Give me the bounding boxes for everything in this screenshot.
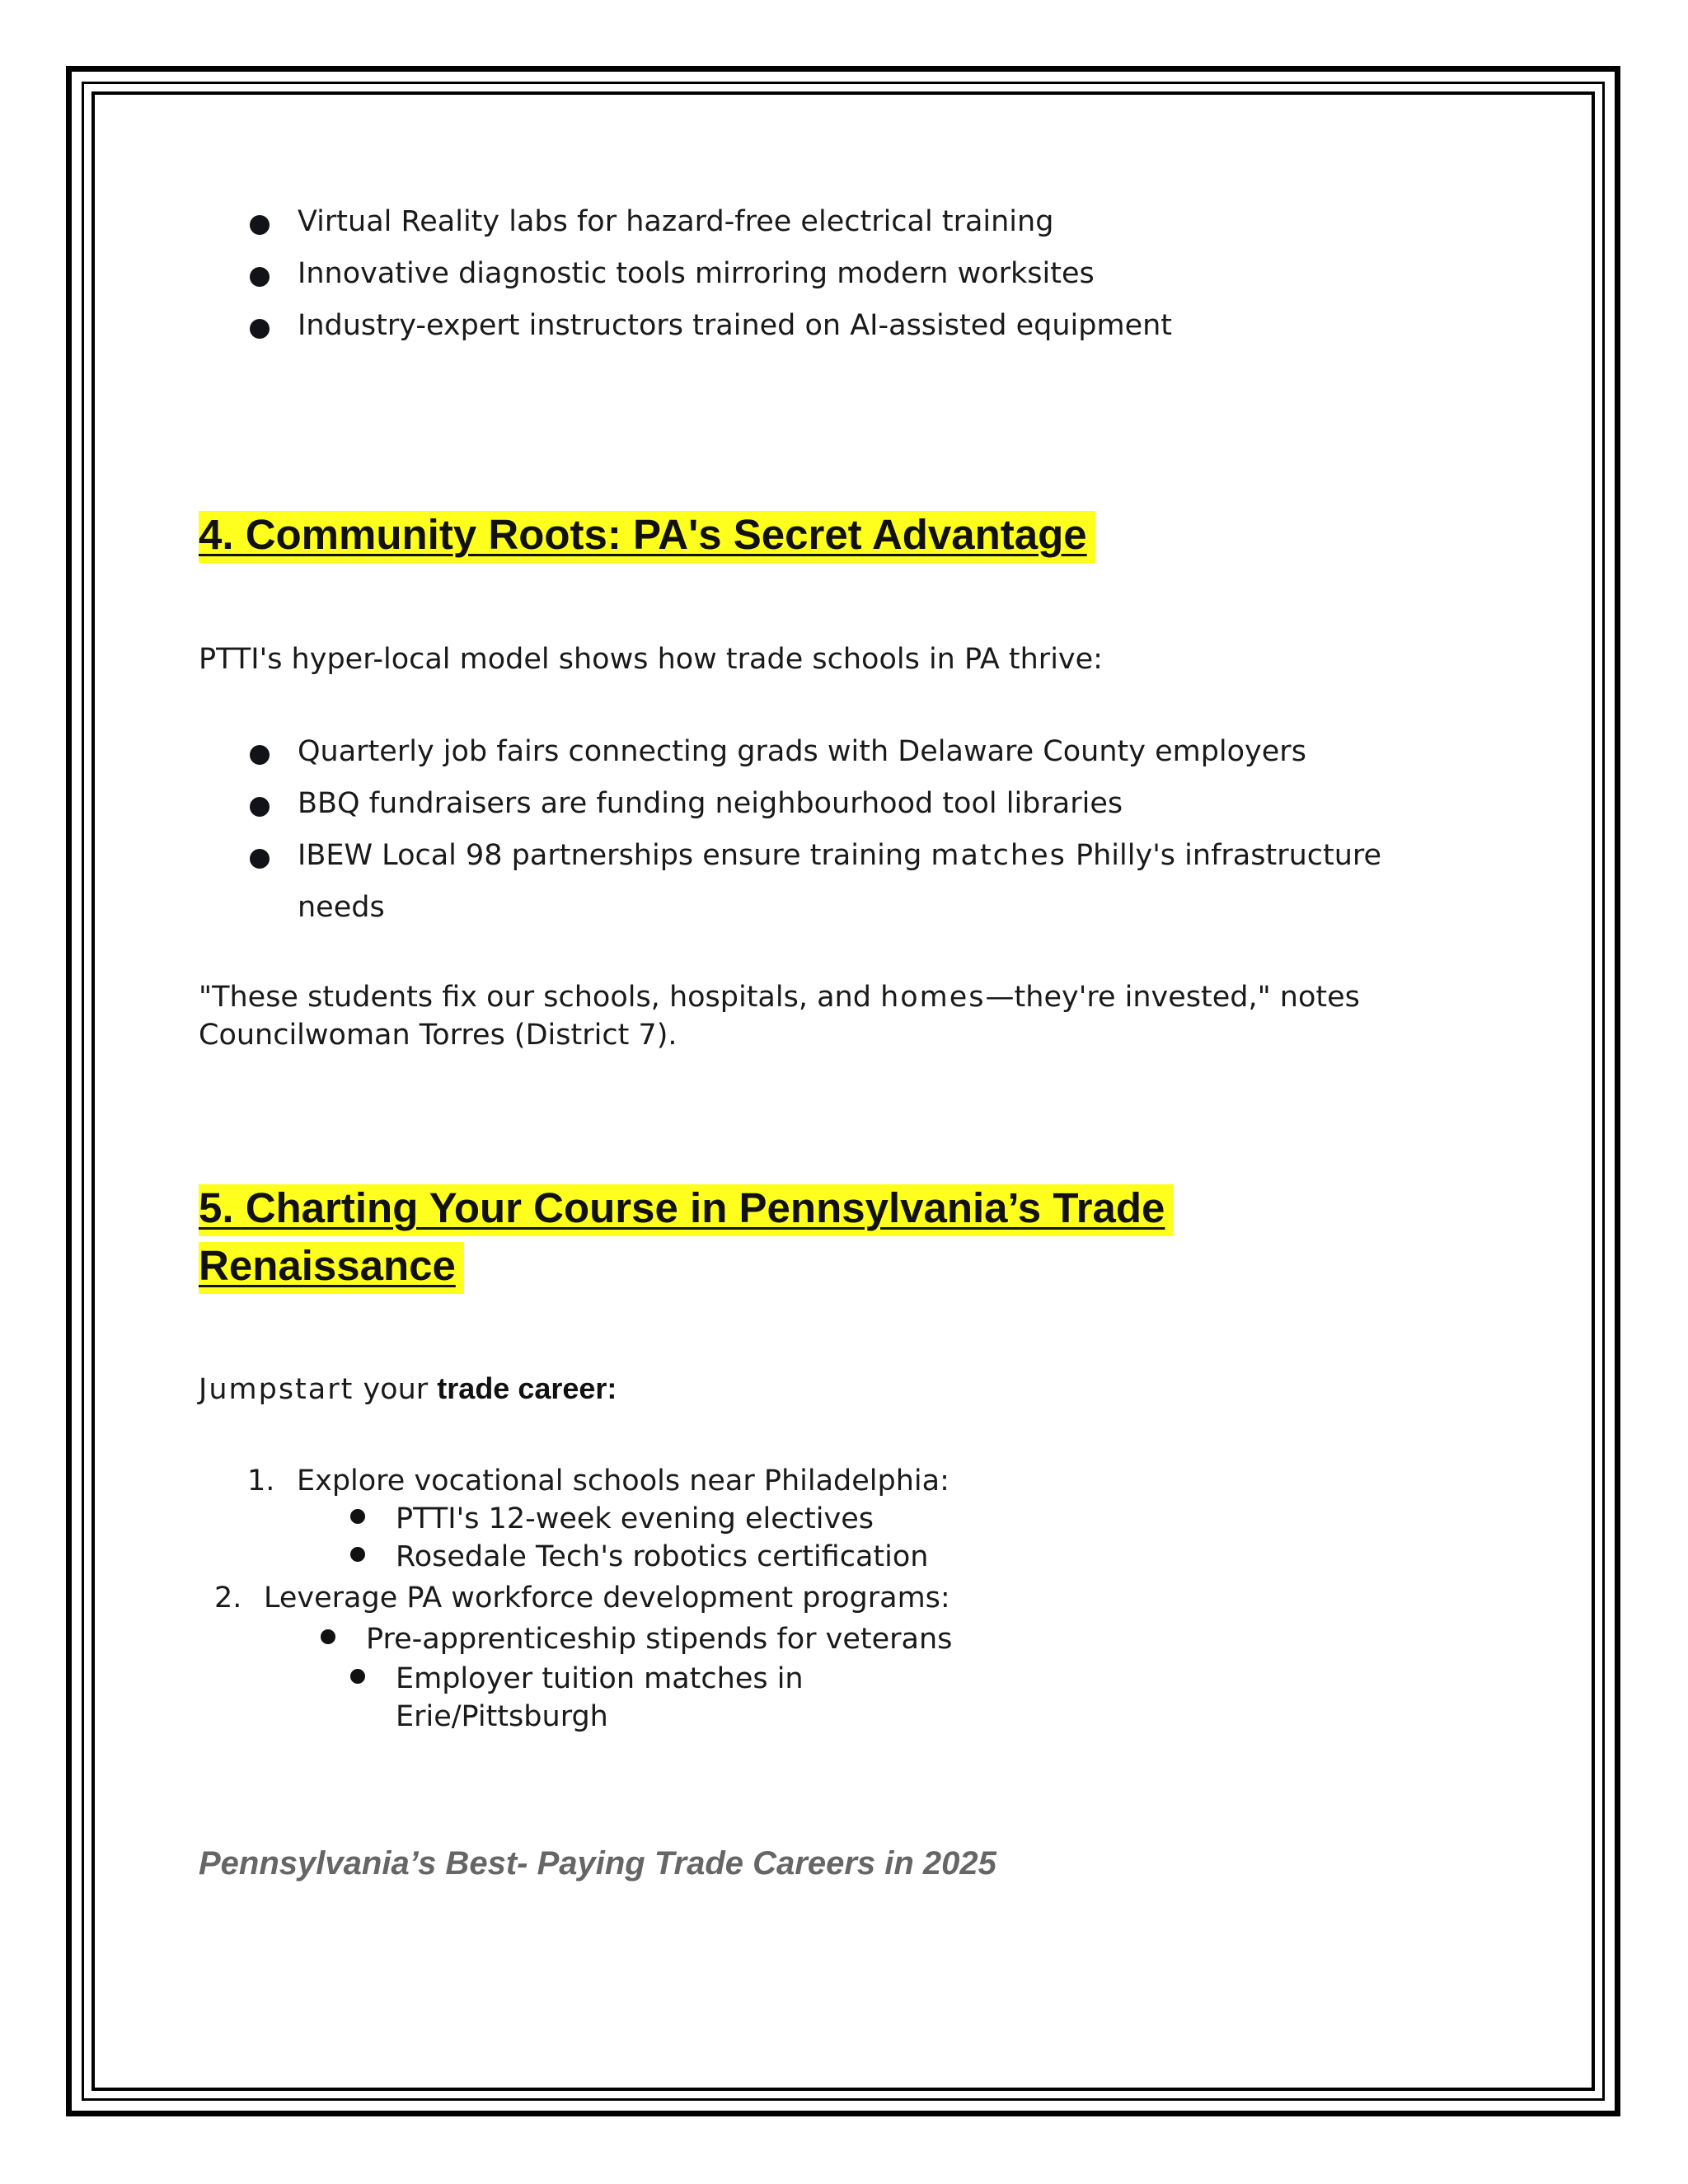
step-number: 1. <box>247 1465 275 1497</box>
step-item: 2. Leverage PA workforce development programs: <box>264 1579 950 1617</box>
step-subitem: Pre-apprenticeship stipends for veterans <box>366 1620 952 1658</box>
section-4-intro: PTTI's hyper-local model shows how trade schools in PA thrive: <box>199 643 1103 676</box>
bullet-icon <box>350 1669 365 1684</box>
bullet-icon <box>250 797 270 817</box>
bullet-icon <box>250 849 270 869</box>
closing-title: Pennsylvania’s Best- Paying Trade Careers in 2025 <box>199 1845 996 1882</box>
jumpstart-line: Jumpstart your trade career: <box>199 1371 617 1406</box>
bullet-icon <box>350 1509 365 1524</box>
list-item: Virtual Reality labs for hazard-free electrical training <box>250 196 1172 248</box>
facility-bullet-list <box>250 196 1172 352</box>
section-4-heading: 4. Community Roots: PA's Secret Advantage <box>199 506 1095 564</box>
list-item: Industry-expert instructors trained on AI-assisted equipment <box>250 300 1172 352</box>
step-subitem: PTTI's 12-week evening electives <box>396 1500 874 1538</box>
bullet-icon <box>350 1547 365 1562</box>
bullet-icon <box>321 1629 335 1644</box>
bullet-icon <box>250 215 270 235</box>
councilwoman-quote: "These students fix our schools, hospitals, and homes—they're invested," notes Councilwoman Torres (District 7). <box>199 981 1360 1052</box>
step-number: 2. <box>214 1582 242 1615</box>
step-subitem: Rosedale Tech's robotics certification <box>396 1538 928 1576</box>
step-subitem: Employer tuition matches in Erie/Pittsburgh <box>396 1660 857 1736</box>
list-item: Innovative diagnostic tools mirroring modern worksites <box>250 248 1172 300</box>
bullet-icon <box>250 319 270 339</box>
community-bullet-list <box>250 726 1404 934</box>
list-item: BBQ fundraisers are funding neighbourhood tool libraries <box>250 778 1404 830</box>
bullet-icon <box>250 267 270 287</box>
section-5-heading: 5. Charting Your Course in Pennsylvania’s Trade Renaissance <box>199 1179 1173 1295</box>
list-item: Quarterly job fairs connecting grads with Delaware County employers <box>250 726 1404 778</box>
bullet-icon <box>250 745 270 765</box>
list-item: IBEW Local 98 partnerships ensure training matches Philly's infrastructure needs <box>250 830 1404 934</box>
step-item: 1. Explore vocational schools near Philadelphia: <box>297 1462 950 1500</box>
